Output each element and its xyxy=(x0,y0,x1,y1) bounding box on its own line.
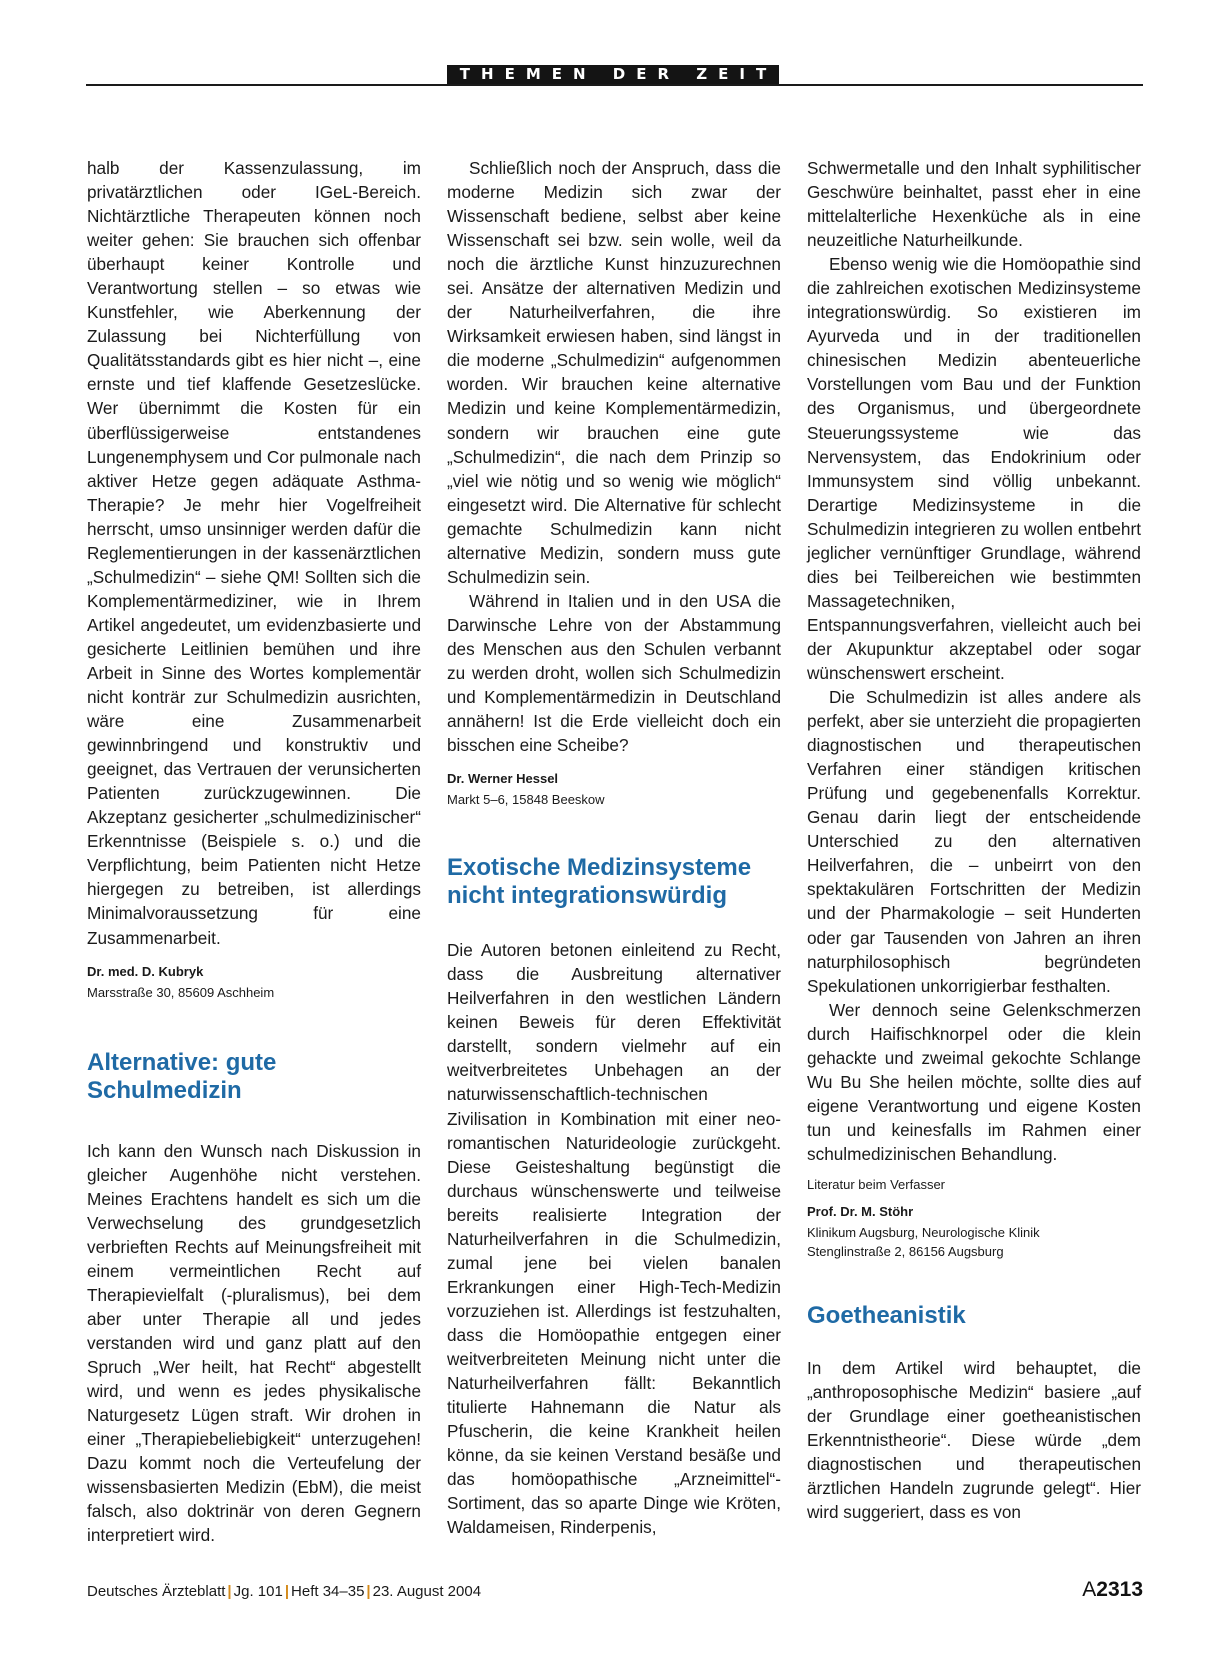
footer-separator: | xyxy=(227,1583,232,1600)
body-paragraph: halb der Kassenzulassung, im privatärztlichen oder IGeL-Bereich. Nichtärztliche Therapeuten können noch weiter gehen: Sie brauchen sich offenbar überhaupt keiner Kontrolle und Verantwortung stellen – so etwas wie Kunstfehler, wie Aberkennung der Zulassung bei Nichterfüllung von Qualitätsstandards gibt es hier nicht –, eine ernste und tief klaffende Gesetzeslücke. Wer übernimmt die Kosten für ein überflüssigerweise entstandenes Lungenemphysem und Cor pulmonale nach aktiver Hetze gegen adäquate Asthma-Therapie? Je mehr hier Vogelfreiheit herrscht, umso unsinniger werden dafür die Reglementierungen in der kassenärztlichen „Schulmedizin“ – siehe QM! Sollten sich die Komplementärmediziner, wie in Ihrem Artikel angedeutet, um evidenzbasierte und gesicherte Leitlinien bemühen und ihre Arbeit in Sinne des Wortes komplementär nicht konträr zur Schulmedizin ausrichten, wäre eine Zusammenarbeit gewinnbringend und konstruktiv und geeignet, das Vertrauen der verunsicherten Patienten zurückzugewinnen. Die Akzeptanz gesicherter „schulmedizinischer“ Erkenntnisse (Beispiele s. o.) und die Verpflichtung, beim Patienten nicht Hetze hiergegen zu betreiben, ist allerdings Minimalvoraussetzung für eine Zusammenarbeit. xyxy=(87,158,421,948)
body-paragraph: Schließlich noch der Anspruch, dass die moderne Medizin sich zwar der Wissenschaft bediene, selbst aber keine Wissenschaft sei bzw. sein wolle, weil da noch die ärztliche Kunst hinzuzurechnen sei. Ansätze der alternativen Medizin und der Naturheilverfahren, die ihre Wirksamkeit erwiesen haben, sind längst in die moderne „Schulmedizin“ aufgenommen worden. Wir brauchen keine alternative Medizin und keine Komplementärmedizin, sondern wir brauchen eine gute „Schulmedizin“, die nach dem Prinzip so „viel wie nötig und so wenig wie möglich“ eingesetzt wird. Die Alternative für schlecht gemachte Schulmedizin kann nicht alternative Medizin, sondern muss gute Schulmedizin sein. xyxy=(447,158,781,587)
body-paragraph: Schwermetalle und den Inhalt syphilitischer Geschwüre beinhaltet, passt eher in eine mittelalterliche Hexenküche als in eine neuzeitliche Naturheilkunde. xyxy=(807,158,1141,251)
header-rule xyxy=(86,84,1143,86)
author-name: Dr. med. D. Kubryk xyxy=(87,963,204,979)
author-address: Markt 5–6, 15848 Beeskow xyxy=(447,792,605,808)
page-number xyxy=(1082,1578,1143,1602)
body-paragraph: Wer dennoch seine Gelenkschmerzen durch Haifischknorpel oder die klein gehackte und zweimal gekochte Schlange Wu Bu She heilen möchte, sollte dies auf eigene Verantwortung und eigene Kosten tun und keinesfalls im Rahmen einer schulmedizinischen Behandlung. xyxy=(807,999,1141,1164)
column-2 xyxy=(447,156,781,1539)
author-address: Marsstraße 30, 85609 Aschheim xyxy=(87,984,275,1000)
footer-separator: | xyxy=(366,1583,371,1600)
body-paragraph: Die Autoren betonen einleitend zu Recht, dass die Ausbreitung alternativer Heilverfahren in den westlichen Ländern keinen Beweis für deren Effektivität darstellt, sondern vielmehr auf ein weitverbreitetes Unbehagen an der naturwissenschaftlich-technischen Zivilisation in Kombination mit einer neo-romantischen Naturideologie zurückgeht. Diese Geisteshaltung begünstigt die durchaus wünschenswerte und teilweise bereits realisierte Integration der Naturheilverfahren in die Schulmedizin, zumal jene bei vielen banalen Erkrankungen einer High-Tech-Medizin vorzuziehen ist. Allerdings ist festzuhalten, dass die Homöopathie entgegen einer weitverbreiteten Meinung nicht unter die Naturheilverfahren fällt: Bekanntlich titulierte Hahnemann die Natur als Pfuscherin, die keine Krankheit heilen könne, da sie keinen Verstand besäße und das homöopathische „Arzneimittel“-Sortiment, das so aparte Dinge wie Kröten, Waldameisen, Rinderpenis, xyxy=(447,940,781,1538)
page-number-value: 2313 xyxy=(1096,1578,1143,1601)
journal-date: 23. August 2004 xyxy=(372,1583,482,1600)
journal-volume: Jg. 101 xyxy=(233,1583,283,1600)
page-prefix: A xyxy=(1082,1578,1097,1601)
body-paragraph: Die Schulmedizin ist alles andere als perfekt, aber sie unterzieht die propagierten diagnostischen und therapeutischen Verfahren einer ständigen kritischen Prüfung und gegebenenfalls Korrektur. Genau darin liegt der entscheidende Unterschied zu den alternativen Heilverfahren, die – unbeirrt von den spektakulären Fortschritten der Medizin und der Pharmakologie – seit Hunderten oder gar Tausenden von Jahren an ihren naturphilosophisch begründeten Spekulationen unkorrigierbar festhalten. xyxy=(807,687,1141,996)
column-3 xyxy=(807,156,1141,1524)
author-name: Dr. Werner Hessel xyxy=(447,771,559,787)
journal-issue: Heft 34–35 xyxy=(291,1583,365,1600)
author-address: Klinikum Augsburg, Neurologische Klinik xyxy=(807,1224,1040,1240)
author-name: Prof. Dr. M. Stöhr xyxy=(807,1203,914,1219)
letter-headline: Goetheanistik xyxy=(807,1301,966,1329)
footer-citation xyxy=(87,1583,481,1600)
author-address: Stenglinstraße 2, 86156 Augsburg xyxy=(807,1243,1004,1259)
literature-note: Literatur beim Verfasser xyxy=(807,1176,946,1192)
column-1 xyxy=(87,156,421,1547)
body-paragraph: In dem Artikel wird behauptet, die „anthroposophische Medizin“ basiere „auf der Grundlage einer goetheanistischen Erkenntnistheorie“. Diese würde „dem diagnostischen und therapeutischen ärztlichen Handeln zugrunde gelegt“. Hier wird suggeriert, dass es von xyxy=(807,1357,1141,1523)
letter-headline: Alternative: gute Schulmedizin xyxy=(87,1048,277,1104)
journal-name: Deutsches Ärzteblatt xyxy=(87,1583,226,1600)
body-paragraph: Während in Italien und in den USA die Darwinsche Lehre von der Abstammung des Menschen aus den Schulen verbannt zu werden droht, wollen sich Schulmedizin und Komplementärmedizin in Deutschland annähern! Ist die Erde vielleicht doch ein bisschen eine Scheibe? xyxy=(447,590,781,756)
body-paragraph: Ebenso wenig wie die Homöopathie sind die zahlreichen exotischen Medizinsysteme integrationswürdig. So existieren im Ayurveda und in der traditionellen chinesischen Medizin abenteuerliche Vorstellungen vom Bau und der Funktion des Organismus, und übergeordnete Steuerungssysteme wie das Nervensystem, das Endokrinium oder Immunsystem sind völlig unbekannt. Derartige Medizinsysteme in die Schulmedizin integrieren zu wollen entbehrt jeglicher vernünftiger Grundlage, während dies bei Teilbereichen wie bestimmten Massagetechniken, Entspannungsverfahren, vielleicht auch bei der Akupunktur akzeptabel oder sogar wünschenswert erscheint. xyxy=(807,254,1141,683)
footer-separator: | xyxy=(284,1583,290,1600)
letter-headline: Exotische Medizinsysteme nicht integrationswürdig xyxy=(447,854,752,910)
body-paragraph: Ich kann den Wunsch nach Diskussion in gleicher Augenhöhe nicht verstehen. Meines Erachtens handelt es sich um die Verwechselung des grundgesetzlich verbrieften Rechts auf Meinungsfreiheit mit einem vermeintlichen Recht auf Therapievielfalt (-pluralismus), bei dem aber unter Therapie all und jedes verstanden wird und ganz platt auf den Spruch „Wer heilt, hat Recht“ abgestellt wird, und wenn es jedes physikalische Naturgesetz Lügen straft. Wir drohen in einer „Therapiebeliebigkeit“ unterzugehen! Dazu kommt noch die Verteufelung der wissensbasierten Medizin (EbM), die meist falsch, also doktrinär von deren Gegnern interpretiert wird. xyxy=(87,1140,421,1546)
section-label: THEMEN DER ZEIT xyxy=(447,65,779,84)
